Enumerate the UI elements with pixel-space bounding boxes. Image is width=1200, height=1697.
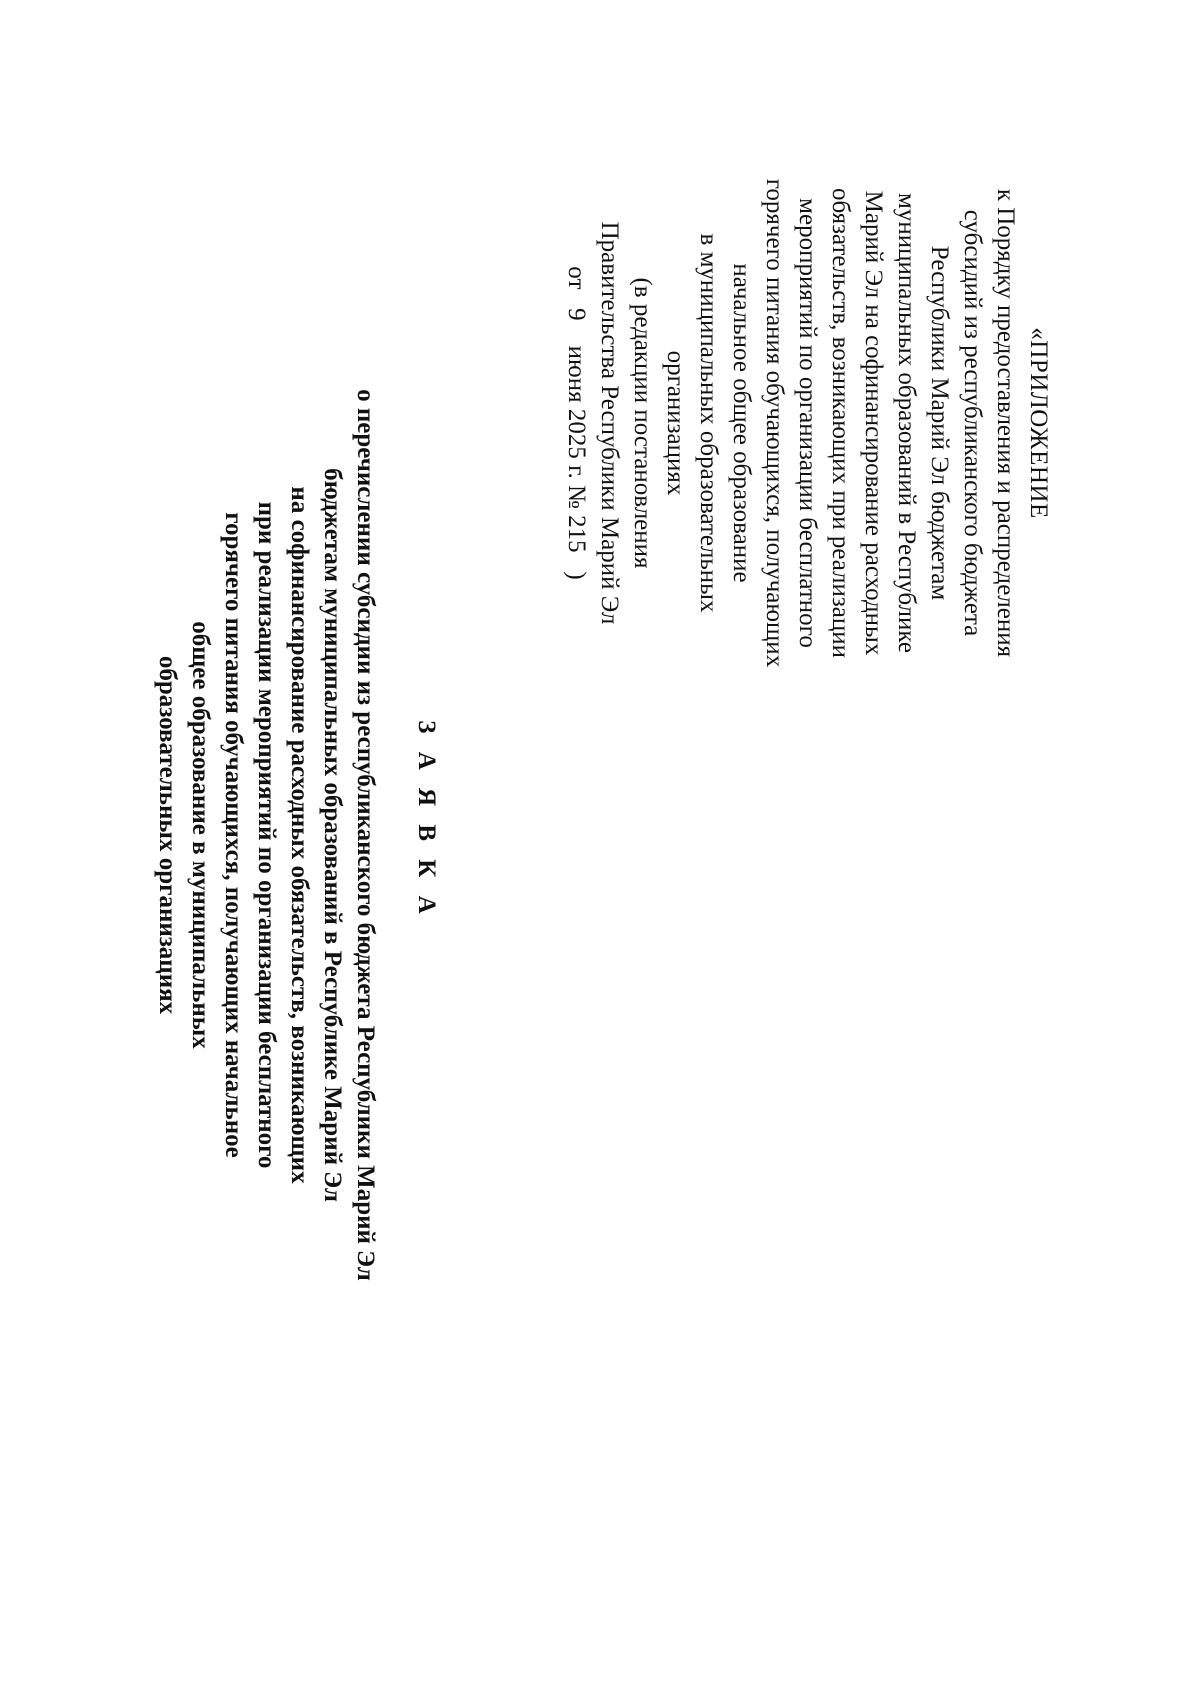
- appendix-date-line: от 9 июня 2025 г. № 215 ): [563, 266, 590, 580]
- appendix-line: к Порядку предоставления и распределения: [992, 188, 1019, 658]
- appendix-line: муниципальных образований в Республике: [893, 193, 920, 653]
- appendix-line: организациях: [662, 350, 689, 496]
- subject-line: горячего питания обучающихся, получающих начальное: [220, 512, 247, 1158]
- subject-line: о перечислении субсидии из республиканского бюджета Республики Марий Эл: [352, 389, 379, 1281]
- document-subject: [151, 275, 382, 1395]
- appendix-line: Республики Марий Эл бюджетам: [926, 245, 953, 601]
- appendix-line: начальное общее образование: [728, 263, 755, 583]
- appendix-line: субсидий из республиканского бюджета: [959, 209, 986, 637]
- appendix-government-line: Правительства Республики Марий Эл: [596, 221, 623, 625]
- appendix-line: горячего питания обучающихся, получающих: [761, 178, 788, 668]
- appendix-line: обязательств, возникающих при реализации: [827, 187, 854, 659]
- appendix-line: Марий Эл на софинансирование расходных: [860, 190, 887, 656]
- subject-line: бюджетам муниципальных образований в Республике Марий Эл: [319, 468, 346, 1202]
- appendix-edition-line: (в редакции постановления: [629, 277, 656, 569]
- subject-line: на софинансирование расходных обязательств, возникающих: [286, 486, 313, 1184]
- subject-line: общее образование в муниципальных: [187, 621, 214, 1049]
- appendix-title: «ПРИЛОЖЕНИЕ: [1025, 327, 1052, 519]
- subject-line: образовательных организациях: [154, 655, 181, 1015]
- document-title: З А Я В К А: [413, 720, 440, 920]
- appendix-header: [560, 113, 1055, 733]
- subject-line: при реализации мероприятий по организации бесплатного: [253, 501, 280, 1169]
- appendix-line: мероприятий по организации бесплатного: [794, 198, 821, 648]
- appendix-line: в муниципальных образовательных: [695, 233, 722, 613]
